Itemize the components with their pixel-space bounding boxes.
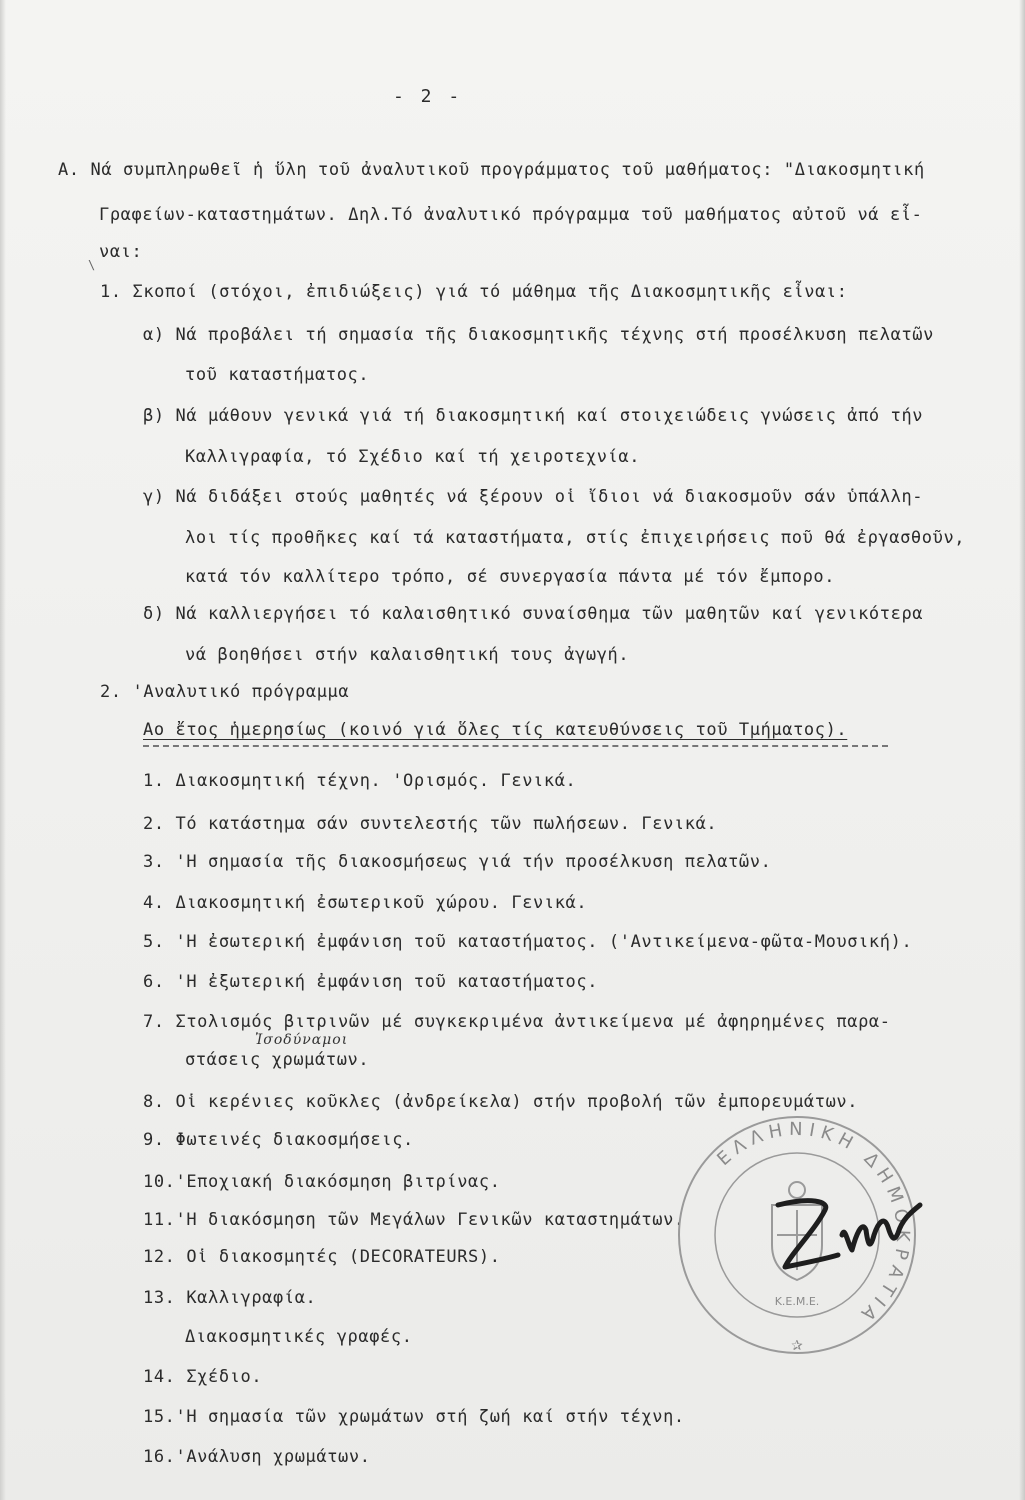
aims-heading: 1. Σκοποί (στόχοι, ἐπιδιώξεις) γιά τό μάθημα τῆς Διακοσμητικῆς εἶναι: xyxy=(100,282,848,302)
syllabus-item-8: 8. Οἱ κερένιες κοῦκλες (ἀνδρείκελα) στήν προβολή τῶν ἐμπορευμάτων. xyxy=(143,1092,859,1112)
syllabus-item-16: 16.'Ανάλυση χρωμάτων. xyxy=(143,1447,371,1467)
section-a-line-2: Γραφείων-καταστημάτων. Δηλ.Τό ἀναλυτικό πρόγραμμα τοῦ μαθήματος αὐτοῦ νά εἶ- xyxy=(99,205,923,225)
syllabus-heading: 2. 'Αναλυτικό πρόγραμμα xyxy=(100,682,350,702)
page-number: - 2 - xyxy=(393,86,463,107)
page-right-edge xyxy=(1019,0,1025,1500)
syllabus-subheading: Αο ἔτος ἡμερησίως (κοινό γιά ὅλες τίς κατευθύνσεις τοῦ Τμήματος). xyxy=(143,720,848,740)
syllabus-item-3: 3. 'Η σημασία τῆς διακοσμήσεως γιά τήν προσέλκυση πελατῶν. xyxy=(143,852,772,872)
syllabus-item-1: 1. Διακοσμητική τέχνη. 'Ορισμός. Γενικά. xyxy=(143,771,577,791)
syllabus-item-9: 9. Φωτεινές διακοσμήσεις. xyxy=(143,1130,414,1150)
stamp-inner-text: Κ.Ε.Μ.Ε. xyxy=(774,1295,820,1308)
aim-d-line-2: νά βοηθήσει στήν καλαισθητική τους ἀγωγή. xyxy=(185,645,630,665)
margin-tick-mark: \ xyxy=(88,258,96,272)
syllabus-item-14: 14. Σχέδιο. xyxy=(143,1367,263,1387)
syllabus-item-7-line-2: στάσεις χρωμάτων. xyxy=(185,1050,370,1070)
syllabus-item-15: 15.'Η σημασία τῶν χρωμάτων στή ζωή καί στήν τέχνη. xyxy=(143,1407,685,1427)
aim-a-line-1: α) Νά προβάλει τή σημασία τῆς διακοσμητικῆς τέχνης στή προσέλκυση πελατῶν xyxy=(143,325,934,345)
syllabus-item-10: 10.'Εποχιακή διακόσμηση βιτρίνας. xyxy=(143,1172,501,1192)
handwritten-note: Ἰσοδύναμοι xyxy=(255,1032,349,1048)
section-a-line-3: ναι: xyxy=(99,242,143,262)
syllabus-item-13-line-2: Διακοσμητικές γραφές. xyxy=(185,1327,413,1347)
aim-b-line-1: β) Νά μάθουν γενικά γιά τή διακοσμητική καί στοιχειώδεις γνώσεις ἀπό τήν xyxy=(143,406,924,426)
syllabus-item-7-line-1: 7. Στολισμός βιτρινῶν μέ συγκεκριμένα ἀντικείμενα μέ ἀφηρημένες παρα- xyxy=(143,1012,891,1032)
dashed-underline xyxy=(143,745,888,747)
page-left-edge xyxy=(0,0,6,1500)
syllabus-item-2: 2. Τό κατάστημα σάν συντελεστής τῶν πωλήσεων. Γενικά. xyxy=(143,814,718,834)
section-a-line-1: Α. Νά συμπληρωθεῖ ἡ ὕλη τοῦ ἀναλυτικοῦ προγράμματος τοῦ μαθήματος: "Διακοσμητική xyxy=(58,160,925,180)
aim-a-line-2: τοῦ καταστήματος. xyxy=(185,365,370,385)
aim-b-line-2: Καλλιγραφία, τό Σχέδιο καί τή χειροτεχνία. xyxy=(185,447,641,467)
aim-d-line-1: δ) Νά καλλιεργήσει τό καλαισθητικό συναίσθημα τῶν μαθητῶν καί γενικότερα xyxy=(143,604,924,624)
syllabus-item-5: 5. 'Η ἐσωτερική ἐμφάνιση τοῦ καταστήματος. ('Αντικείμενα-φῶτα-Μουσική). xyxy=(143,932,913,952)
syllabus-item-4: 4. Διακοσμητική ἐσωτερικοῦ χώρου. Γενικά. xyxy=(143,893,588,913)
aim-c-line-3: κατά τόν καλλίτερο τρόπο, σέ συνεργασία πάντα μέ τόν ἔμπορο. xyxy=(185,567,836,587)
stamp-outer-text: ΕΛΛΗΝΙΚΗ ΔΗΜΟΚΡΑΤΙΑ xyxy=(713,1118,914,1329)
syllabus-item-13-line-1: 13. Καλλιγραφία. xyxy=(143,1288,317,1308)
signature-stroke xyxy=(778,1201,920,1267)
star-icon: ✰ xyxy=(791,1338,803,1354)
aim-c-line-1: γ) Νά διδάξει στούς μαθητές νά ξέρουν οἱ ἴδιοι νά διακοσμοῦν σάν ὑπάλλη- xyxy=(143,487,924,507)
syllabus-item-6: 6. 'Η ἐξωτερική ἐμφάνιση τοῦ καταστήματος. xyxy=(143,972,599,992)
signature xyxy=(770,1175,930,1285)
syllabus-item-11: 11.'Η διακόσμηση τῶν Μεγάλων Γενικῶν καταστημάτων. xyxy=(143,1210,685,1230)
aim-c-line-2: λοι τίς προθῆκες καί τά καταστήματα, στίς ἐπιχειρήσεις ποῦ θά ἐργασθοῦν, xyxy=(185,528,966,548)
syllabus-item-12: 12. Οἱ διακοσμητές (DECORATEURS). xyxy=(143,1247,501,1267)
